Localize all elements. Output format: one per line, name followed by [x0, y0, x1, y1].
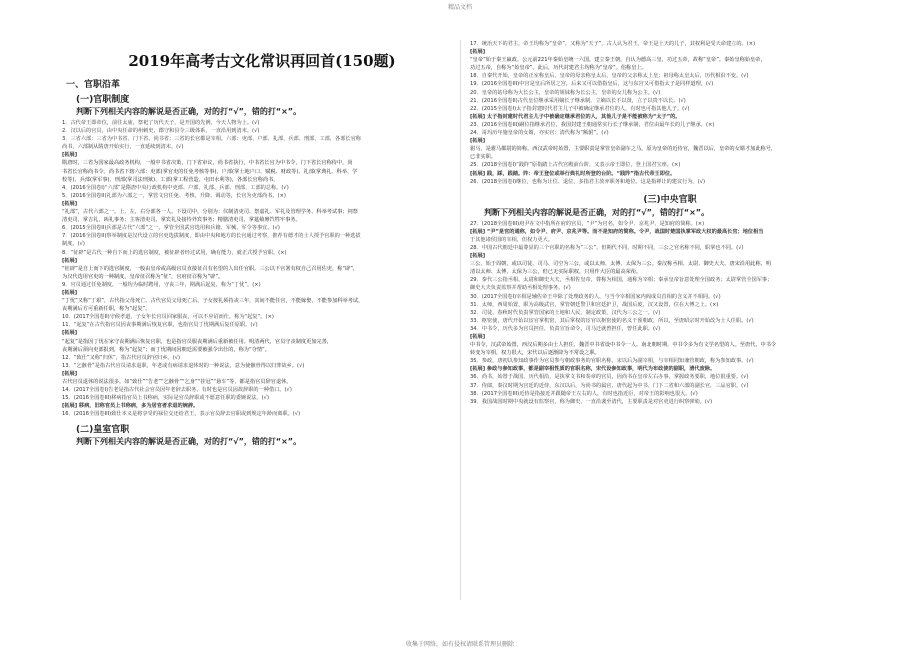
- question-line: 34．中书令，历代多为官员担任，负责宣旨命令，司马迁就曾担任，曾任此职。(√): [470, 325, 661, 332]
- question-line: [拓展]: [62, 289, 78, 296]
- right-block-e: [470, 276, 870, 341]
- question-line: 27．(2018全国卷III)府尹在文中指所在府的官员，“尹”为官名，如令尹、京兆尹、是知府的简称。(×): [470, 220, 705, 227]
- question-line: [拓展]: [62, 370, 78, 377]
- left-block-a: [62, 119, 462, 159]
- left-notes-d: [62, 297, 462, 313]
- right-block-b: [470, 72, 870, 145]
- question-line: 30．(2017全国卷I)宰相是辅佐帝王中除了处理政务的人，与当今宰相国家内阁成员首相的含义并不相同。(√): [470, 293, 721, 300]
- left-block-g: [62, 386, 462, 418]
- explanation-line: 功过五帝，自称为“始皇帝”。此后，历代封建君主均称为“皇帝”。俗称皇上。: [470, 65, 647, 72]
- question-line: 7．(2016全国卷II)察举制度是汉代设立的官吏选拔制度，即由中央和地方的长官通过考察，推荐有德才的士人授予官职的一种选拔: [62, 233, 361, 240]
- question-line: 33．枢密使，唐代开始以宦官掌机密，其后掌权的宦官以枢密使的名义干预朝政，所以，至唐昭宗时开始改为士人任职。(√): [470, 317, 754, 324]
- question-line: 10．(2017全国卷II)守候孝道，子女年长官员回家服丧，可以不应诏而仕。称为“起复”。(×): [62, 314, 274, 321]
- section-heading: 一、官职沿革: [66, 80, 121, 90]
- left-notes-c: [62, 265, 462, 281]
- instruction-2: 判断下列相关内容的解说是否正确，对的打“√”，错的打“×”。: [76, 437, 302, 447]
- explanation-line: 书省长官称尚书令。尚书省下辖六部：吏部(掌官吏的任免考核等事)、户部(掌土地户口、赋税、财政等)、礼部(掌典礼、科举、学: [62, 168, 358, 175]
- question-line: 31．太师，西周始置，职为高级武官，掌管朝廷警卫和宫廷护卫，战国后废，汉又设置，位在大傅之上。(×): [470, 301, 719, 308]
- explanation-line: 隋唐时，三省为国家最高政务机构，一般中书省决策，门下省审议，尚书省执行，中书省长官为中书令，门下省长官称侍中，尚: [62, 160, 353, 167]
- question-line: [拓展]: [62, 330, 78, 337]
- question-line: 35．参政，唐初以参知政事作为官员参与朝政事务的官职名称，宋以后为副宰相，与宰相同知兼管朝政，称为参知政事。(√): [470, 358, 754, 365]
- explanation-line: “皇帝”始于秦王嬴政。公元前221年秦始皇统一六国，建立秦王朝，自认为德高三皇，功过五帝，故称“皇帝”。秦始皇称始皇帝，: [470, 57, 766, 64]
- question-line: [拓展] 参政与参知政事，都是副宰相性质的官职名称，宋代设参知政事，明代为布政使的副职，清代废除。: [470, 366, 716, 373]
- right-column: [470, 40, 870, 406]
- question-line: 24．哥玛历年施皇帝的女婿，亦实官：清代称为“额驸”。(√): [470, 130, 609, 137]
- right-notes-e: [470, 341, 870, 357]
- explanation-line: 清吏司，掌吉礼、凶礼事务；主客清吏司，掌宾礼及接待外宾事务；精膳清吏司，掌筵飨廪饩牲牢事务。: [62, 217, 301, 224]
- left-block-f: [62, 354, 462, 378]
- question-line: 5．(2016全国卷II)礼部为六部之一，掌管文官任免、考核、升降、调动等，长官为吏部尚书。(×): [62, 192, 286, 199]
- question-line: [拓展]: [62, 257, 78, 264]
- left-notes-b: [62, 208, 462, 224]
- instruction: 判断下列相关内容的解说是否正确，对的打“√”，错的打“×”。: [76, 107, 302, 116]
- question-line: 22．(2015全国卷I)太子指封建时代君主儿子中被确定继承君位的人，有时也可指其他儿子。(√): [470, 105, 690, 112]
- question-line: 23．(2016全国卷III)嗣位指继承君位，我国封建王朝通常实行长子继承制，君位由最年长的儿子继承。(×): [470, 121, 715, 128]
- question-line: [拓展] “尹”是官的通称，如令尹、府尹、京兆尹等。而不是知府的简称。令尹，战国时楚国执掌军政大权的最高长官；地位相当: [470, 228, 764, 235]
- question-line: 6．(2015全国卷II)兵部是古代“六部”之一，掌管全国武官选用和兵籍、军械、军令等事宜。(√): [62, 225, 280, 232]
- left-block-b: [62, 184, 462, 208]
- right-block-c: [470, 161, 870, 185]
- question-line: 37．侍郎，秦汉时期为宫廷的近侍，东汉以后，为尚书的属官，唐代起为中书、门下二省和六部的副长官，三品官职。(√): [470, 382, 749, 389]
- question-line: 于其他诸侯国的宰相，但权力更大。: [470, 236, 554, 243]
- question-line: 36．尚书，始置于战国，历代相沿，是执掌文书和奏章的官员，因尚书在皇帝左右办事，掌握政务要职，地位很重要。(√): [470, 374, 749, 381]
- question-line: 13．“乞骸骨”是指古代官员请求退职，年老或有病请求退休时的一种说法，意为使骸骨得以归葬故乡。(√): [62, 362, 305, 369]
- question-line: [拓展] 践，踩，践踏。阼：帝王登位或举行典礼时所登的台阶。“践阼”指古代帝王即位。: [470, 170, 676, 177]
- question-line: 25．(2018全国卷I)“践阼”原指踏上古代宫殿前台阶，又表示帝王即位，登上国君宝座。(×): [470, 162, 681, 169]
- question-line: 尚书，六部制从隋唐开始实行，一直延续到清末。(√): [62, 144, 184, 151]
- explanation-line: 校等)、兵部(掌军事)、刑部(掌司法刑狱)、工部(掌工程营造、屯田水利等)，各部长官称尚书。: [62, 176, 279, 183]
- page-footer: 收集于网络，如有侵权请联系管理员删除: [405, 641, 514, 648]
- explanation-line: 丧期满后须向吏部报到，称为“起复”；而丁忧期间因朝廷需要被强令出仕的，称为“夺情”。: [62, 346, 270, 353]
- question-line: 制度。(√): [62, 241, 85, 248]
- document-title: 2019年高考古文化常识再回首(150题): [128, 52, 396, 70]
- right-block-a: [470, 40, 870, 56]
- explanation-line: 为汉代选用官吏的一种制度，皇帝征召称为“征”，官府征召称为“辟”。: [62, 273, 224, 280]
- question-line: 2．汉以后的官员，由中央任命的州刺史、郡守和县令三级体系，一直沿用到清末。(√): [62, 128, 260, 135]
- right-notes-d: [470, 260, 870, 276]
- question-line: 16．(2016全国卷III)致仕本义是将享受的禄位交还给君王，表示官员辞去官职或到规定年龄而离职。(√): [62, 411, 301, 418]
- question-line: [拓展] 太子指封建时代君主儿子中被确定继承君位的人，其他儿子是不能被称为“太子”的。: [470, 113, 681, 120]
- question-line: 39．我国战国时期中央就设有监察官，称为御史，一直沿袭至清代，主要职责是对官吏进行纠察弹劾。(√): [470, 398, 713, 405]
- question-line: 18．自秦代开始，皇帝的正室称皇后，皇帝的母亲称皇太后，皇帝的父亲称太上皇；祖母称太皇太后，历代相沿不变。(√): [470, 73, 749, 80]
- page-header: 精品文档: [447, 4, 472, 11]
- question-line: [拓展]: [62, 152, 78, 159]
- question-line: 29．秦代三公指丞相、太尉和御史大夫，丞相佐皇帝，尊称为相国，通称为宰相；秦承皇帝旨意处理全国政务；太尉掌管全国军事；: [470, 277, 773, 284]
- right-notes-b: [470, 145, 870, 161]
- question-line: 26．(2018全国卷I)继位，也称为让位、退位，多指君主放弃职务和地位。这是指禅让的建议行为。(√): [470, 178, 706, 185]
- question-line: 4．(2016全国卷I)“六部”是隋唐中央行政机构中吏部、户部、礼部、兵部、刑部、工部的总称。(√): [62, 184, 289, 191]
- explanation-line: 丧期满后方可重新任职，称为“起复”。: [62, 306, 151, 313]
- question-line: 1．古代帝王即帝位，前往太庙，祭祀了历代天子，是开国的先例，今天人物为上。(√): [62, 120, 260, 126]
- instruction-3: 判断下列相关内容的解说是否正确，对的打“√”，错的打“×”。: [484, 207, 710, 217]
- left-notes-e: [62, 338, 462, 354]
- question-line: 御史大夫负责监察并帮助丞相处理事务。(√): [470, 285, 571, 292]
- subsection-heading-3: (三)中央官职: [643, 194, 697, 205]
- right-block-d: [470, 220, 870, 260]
- explanation-line: “起复”是指因丁忧在家守丧期满后恢复官职，也是指官员服丧期满后重新被任用。明清两代，官员守丧制度更加完善，: [62, 338, 332, 345]
- left-block-c: [62, 224, 462, 264]
- left-notes-a: [62, 159, 462, 183]
- question-line: [拓展] 移病，旧称官员上书称病，多为居官者求退的婉辞。: [62, 403, 199, 410]
- left-block-e: [62, 313, 462, 337]
- explanation-line: “丁忧”又称“丁艰”，古代指父母死亡。古代官员父母死亡后，子女按礼须持丧三年，其间不能任官，不能嫁娶，不能参加科举考试，: [62, 298, 364, 305]
- question-line: 32．司徒、春秋时代负责掌管国家的土地和人民，制定政策，汉代为三公之一。(√): [470, 309, 661, 316]
- question-line: 19．(2016全国卷III)中宫是皇后所居之宫，后来又可以借指皇后，这与东宫又可借指太子是同样道理。(√): [470, 81, 714, 88]
- question-line: [拓展]: [470, 138, 486, 145]
- question-line: [拓展]: [470, 49, 486, 56]
- question-line: 38．(2017全国卷III)近侍是指接近并跟随帝王左右的人，有时也指近臣，对帝王的影响也很大。(√): [470, 390, 698, 397]
- explanation-line: 中书令，汉武帝始置，西汉后期多由士人担任，魏晋中书省设中书令一人。南北朝时期，中书令多为有文学名望的人。至唐代，中书令: [470, 342, 777, 349]
- question-line: 11．“起复”在古代指官员因丧事期满后恢复官职，也指官员丁忧期满后复任原职。(√): [62, 322, 258, 329]
- question-line: [拓展]: [470, 253, 486, 260]
- question-line: 8．“征辟”是古代一种自下而上的选官制度，被征辟者经过试用，确有能力，就正式授予官职。(×): [62, 249, 287, 256]
- question-line: 3．三省六部：三省为中书省、门下省、尚书省；三省的长官都是宰相。六部：吏部、户部、礼部、兵部、刑部、工部，各部长官称: [62, 136, 361, 143]
- question-line: [拓展]: [470, 334, 486, 340]
- explanation-line: 驸马，是驸马都尉的简称。西汉武帝时始置，主要职责是掌管皇帝副车之马。原为皇帝的近侍官，魏晋以后，皇帝的女婿才加此称号，: [470, 146, 777, 153]
- explanation-line: 清以太师、太傅、太保为三公，但已无实际职权，只用作大臣的最高荣衔。: [470, 269, 642, 276]
- question-line: 20．皇帝的姑母称为大长公主，皇帝的姐妹称为长公主，皇帝的女儿称为公主。(√): [470, 89, 661, 96]
- question-line: 12．“致仕”又称“归休”，指古代官员辞官归乡。(√): [62, 354, 181, 361]
- left-column: [62, 40, 462, 449]
- explanation-line: “征辟”是自上而下的选官制度，一般由皇帝或高级官员直接征召有名望的人出任官职。三公以下官署有权自己召用佐吏，称“辟”，: [62, 265, 359, 272]
- explanation-line: 三公，始于周朝，或以司徒、司马、司空为三公，或以太师、太傅、太保为三公。秦汉称丞相、太尉、御史大夫。唐宋沿用此称，明: [470, 261, 771, 268]
- subsection-heading-2: (二)皇室官职: [76, 425, 130, 436]
- right-block-f: [470, 357, 870, 406]
- explanation-line: 古代官员退休的说法很多，如“致仕”“告老”“乞骸骨”“乞身”“挂冠”“悬车”等，都是指官员辞官退休。: [62, 379, 292, 385]
- question-line: 14．(2017全国卷I)告老是指古代社会官员因年老辞去职务，有时也是官员因故辞职的一种借口。(√): [62, 387, 292, 394]
- explanation-line: “礼部”，古代六部之一，上、左，右分部各一人。下设司中，分别为：仪制清吏司、祭嘉礼、军礼及管理学务、科举考试事；祠祭: [62, 209, 358, 216]
- question-line: 17．统治天下的君主，帝王均称为“皇帝”，又称为“天子”。古人认为君王，帝王是上天的儿子，其权利是受天命建立的。(×): [470, 41, 756, 47]
- explanation-line: 已非实职。: [470, 154, 496, 161]
- subsection-heading: (一)官职制度: [76, 95, 130, 105]
- left-notes-f: [62, 378, 462, 386]
- question-line: [拓展]: [62, 200, 78, 207]
- explanation-line: 转变为宰相，权力很大，宋代以后逐渐降为不常设之职。: [470, 350, 600, 357]
- question-line: 21．(2016全国卷II)古代皇位继承采用嫡长子继承制，立嫡以长不以贤，立子以贵不以长。(√): [470, 97, 686, 104]
- question-line: 15．(2016全国卷III)移病指官员上书称病，实际是官员辞职或不愿意任职的委婉说法。(√): [62, 395, 269, 402]
- left-block-d: [62, 281, 462, 297]
- question-line: 28．中国古代朝廷中最尊显的三个官职的名称为“三公”，但期代不同，时期不同，三公之官名称不同，职掌也不同。(√): [470, 244, 744, 251]
- question-line: 9．官员通过任免制度，一般均为临时聘用，守丧三年，期满后起复，称为“丁忧”。(×): [62, 281, 261, 288]
- right-notes-a: [470, 56, 870, 72]
